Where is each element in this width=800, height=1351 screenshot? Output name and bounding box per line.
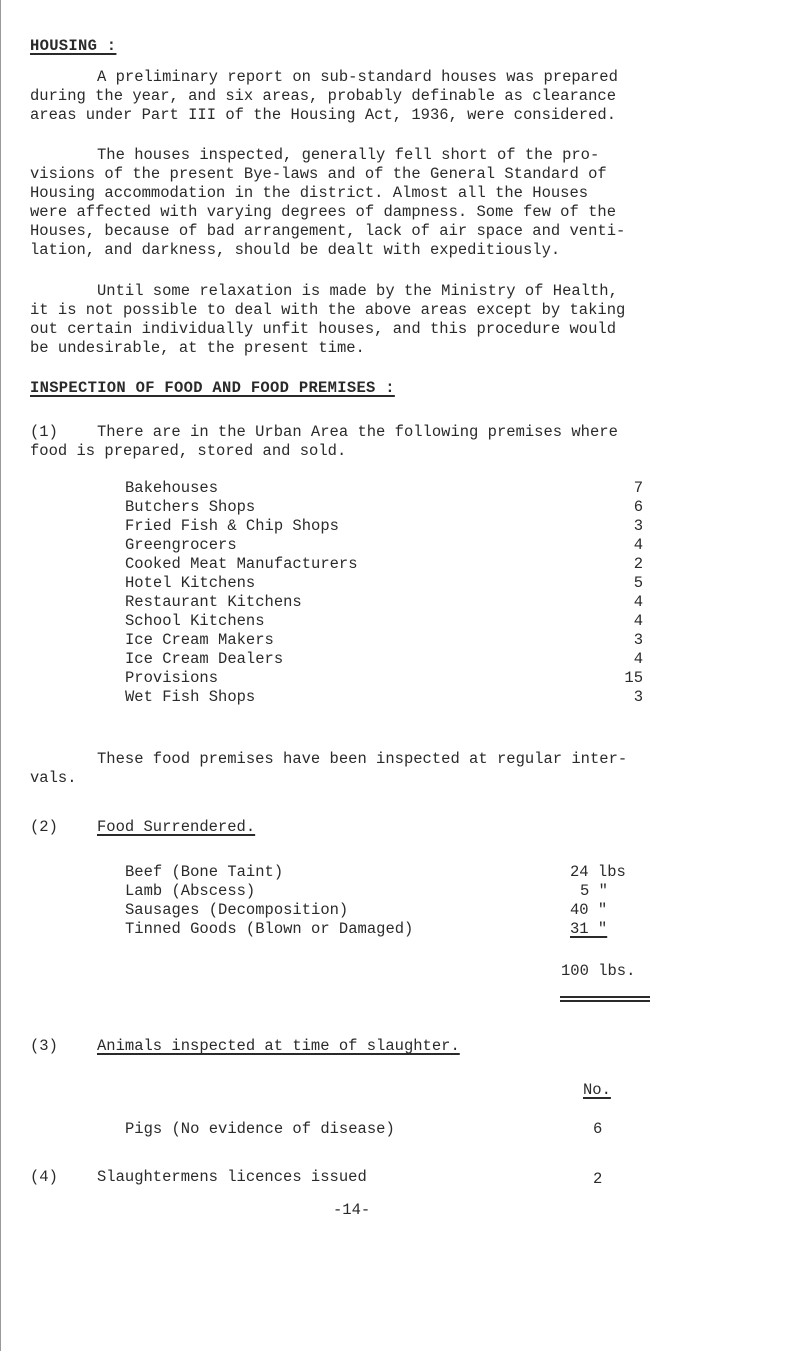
table-row bbox=[125, 882, 650, 901]
premises-count: 5 bbox=[633, 574, 643, 592]
table-row bbox=[125, 574, 643, 593]
food-item-label: Beef (Bone Taint) bbox=[125, 863, 284, 881]
housing-heading: HOUSING : bbox=[30, 37, 117, 55]
table-row bbox=[125, 669, 643, 688]
table-row bbox=[125, 536, 643, 555]
premises-count: 3 bbox=[633, 631, 643, 649]
table-row bbox=[125, 593, 643, 612]
section-1-intro-line-1: There are in the Urban Area the following premises where bbox=[97, 423, 618, 441]
food-item-label: Sausages (Decomposition) bbox=[125, 901, 349, 919]
section-1-note-line-2: vals. bbox=[30, 769, 77, 787]
food-item-weight: 24 lbs bbox=[570, 863, 626, 881]
section-3-value: 6 bbox=[593, 1120, 603, 1138]
premises-label: Provisions bbox=[125, 669, 219, 687]
premises-count: 4 bbox=[633, 612, 643, 630]
inspection-heading: INSPECTION OF FOOD AND FOOD PREMISES : bbox=[30, 379, 395, 397]
premises-label: Ice Cream Makers bbox=[125, 631, 274, 649]
premises-count: 7 bbox=[633, 479, 643, 497]
page-edge bbox=[0, 0, 1, 1351]
housing-paragraph-2 bbox=[30, 146, 800, 260]
premises-label: Greengrocers bbox=[125, 536, 237, 554]
premises-count: 2 bbox=[633, 555, 643, 573]
housing-paragraph-1-text: A preliminary report on sub-standard houses was prepared during the year, and six areas, probably definable as clearance areas under Part III of the Housing Act, 1936, were considered. bbox=[30, 68, 618, 124]
page-number: -14- bbox=[333, 1201, 371, 1219]
premises-count: 4 bbox=[633, 650, 643, 668]
food-item-weight: 40 " bbox=[570, 901, 608, 919]
table-row bbox=[125, 612, 643, 631]
table-row bbox=[125, 555, 643, 574]
table-row bbox=[125, 863, 650, 882]
housing-paragraph-3-text: Until some relaxation is made by the Ministry of Health, it is not possible to deal with the above areas except by taking out certain individually unfit houses, and this procedure would be undesirable, at the present time. bbox=[30, 282, 626, 357]
section-1-note-line-1: These food premises have been inspected at regular inter- bbox=[97, 750, 628, 768]
table-row bbox=[125, 688, 643, 707]
section-1-number: (1) bbox=[30, 423, 58, 441]
food-item-weight: 31 " bbox=[570, 920, 608, 938]
premises-label: Bakehouses bbox=[125, 479, 219, 497]
housing-paragraph-1 bbox=[30, 68, 800, 125]
premises-label: Butchers Shops bbox=[125, 498, 256, 516]
section-3-column-header: No. bbox=[583, 1081, 611, 1099]
section-3-title: Animals inspected at time of slaughter. bbox=[97, 1037, 460, 1055]
table-row bbox=[125, 498, 643, 517]
premises-count: 4 bbox=[633, 536, 643, 554]
premises-count: 15 bbox=[624, 669, 643, 687]
premises-count: 3 bbox=[633, 517, 643, 535]
premises-count: 4 bbox=[633, 593, 643, 611]
housing-paragraph-2-text: The houses inspected, generally fell short of the pro- visions of the present Bye-laws and of the General Standard of Housing accommodation in the district. Almost all the Houses were affected with varying degrees of dampness. Some few of the Houses, because of bad arrangement, lack of air space and venti- lation, and darkness, should be dealt with expeditiously. bbox=[30, 146, 626, 259]
food-surrendered-table bbox=[125, 863, 650, 939]
section-4-number: (4) bbox=[30, 1168, 58, 1186]
table-row bbox=[125, 901, 650, 920]
table-row bbox=[125, 479, 643, 498]
food-item-label: Lamb (Abscess) bbox=[125, 882, 256, 900]
section-4-label: Slaughtermens licences issued bbox=[97, 1168, 367, 1186]
table-row bbox=[125, 517, 643, 536]
premises-label: Ice Cream Dealers bbox=[125, 650, 284, 668]
section-3-label: Pigs (No evidence of disease) bbox=[125, 1120, 395, 1138]
table-row bbox=[125, 920, 650, 939]
table-row bbox=[125, 631, 643, 650]
premises-label: Hotel Kitchens bbox=[125, 574, 256, 592]
premises-label: Cooked Meat Manufacturers bbox=[125, 555, 358, 573]
section-4-value: 2 bbox=[593, 1170, 603, 1188]
premises-label: Wet Fish Shops bbox=[125, 688, 256, 706]
section-1-intro-line-2: food is prepared, stored and sold. bbox=[30, 442, 347, 460]
premises-label: Restaurant Kitchens bbox=[125, 593, 302, 611]
food-surrendered-total: 100 lbs. bbox=[561, 962, 636, 980]
table-row bbox=[125, 650, 643, 669]
premises-count: 3 bbox=[633, 688, 643, 706]
housing-paragraph-3 bbox=[30, 282, 800, 358]
section-2-number: (2) bbox=[30, 818, 58, 836]
food-item-label: Tinned Goods (Blown or Damaged) bbox=[125, 920, 414, 938]
section-3-number: (3) bbox=[30, 1037, 58, 1055]
food-item-weight: 5 " bbox=[580, 882, 608, 900]
premises-label: School Kitchens bbox=[125, 612, 265, 630]
premises-label: Fried Fish & Chip Shops bbox=[125, 517, 339, 535]
total-double-rule bbox=[560, 996, 650, 1002]
premises-count: 6 bbox=[633, 498, 643, 516]
section-2-title: Food Surrendered. bbox=[97, 818, 256, 836]
premises-table bbox=[125, 479, 643, 707]
